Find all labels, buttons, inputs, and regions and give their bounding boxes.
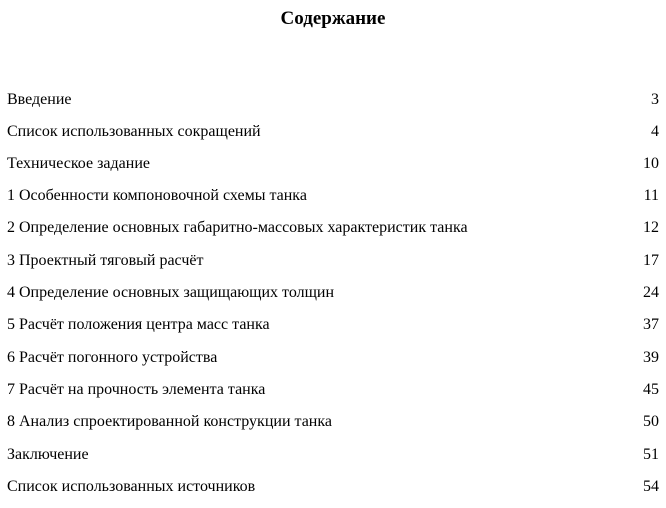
toc-entry-page: 39	[643, 349, 659, 366]
toc-entry-page: 37	[643, 316, 659, 333]
toc-entry-label: Введение	[7, 91, 72, 108]
toc-entry-page: 45	[643, 381, 659, 398]
toc-entry	[7, 379, 659, 411]
toc-entry	[7, 153, 659, 185]
toc-entry-label: 8 Анализ спроектированной конструкции танка	[7, 413, 332, 430]
toc-entry-label: 1 Особенности компоновочной схемы танка	[7, 187, 307, 204]
toc-entry	[7, 89, 659, 121]
toc-entry	[7, 314, 659, 347]
toc-entry	[7, 185, 659, 217]
toc-entry-page: 51	[643, 446, 659, 463]
toc-entry-label: Техническое задание	[7, 155, 150, 172]
page-title: Содержание	[280, 8, 386, 29]
toc-entry	[7, 476, 659, 508]
toc-entry-page: 24	[643, 284, 659, 301]
toc-entry-label: 3 Проектный тяговый расчёт	[7, 252, 204, 269]
toc-entry	[7, 347, 659, 379]
toc-entry-page: 50	[643, 413, 659, 430]
toc-entry-label: 7 Расчёт на прочность элемента танка	[7, 381, 266, 398]
toc-entry	[7, 444, 659, 476]
toc-entry-page: 10	[643, 155, 659, 172]
table-of-contents	[7, 89, 659, 508]
toc-entry-label: 6 Расчёт погонного устройства	[7, 349, 218, 366]
toc-entry-page: 11	[643, 187, 659, 204]
toc-entry-label: Список использованных источников	[7, 478, 256, 495]
toc-entry-label: 2 Определение основных габаритно-массовых характеристик танка	[7, 219, 468, 236]
toc-entry-label: Заключение	[7, 446, 89, 463]
toc-entry-page: 54	[643, 478, 659, 495]
toc-entry	[7, 282, 659, 314]
toc-entry	[7, 411, 659, 444]
toc-entry-page: 17	[643, 252, 659, 269]
toc-entry	[7, 250, 659, 282]
toc-entry-page: 12	[643, 219, 659, 236]
toc-entry	[7, 121, 659, 153]
toc-entry-page: 3	[651, 91, 659, 108]
toc-entry-label: 5 Расчёт положения центра масс танка	[7, 316, 270, 333]
toc-entry	[7, 217, 659, 250]
toc-entry-label: 4 Определение основных защищающих толщин	[7, 284, 335, 301]
toc-entry-label: Список использованных сокращений	[7, 123, 261, 140]
toc-entry-page: 4	[651, 123, 659, 140]
